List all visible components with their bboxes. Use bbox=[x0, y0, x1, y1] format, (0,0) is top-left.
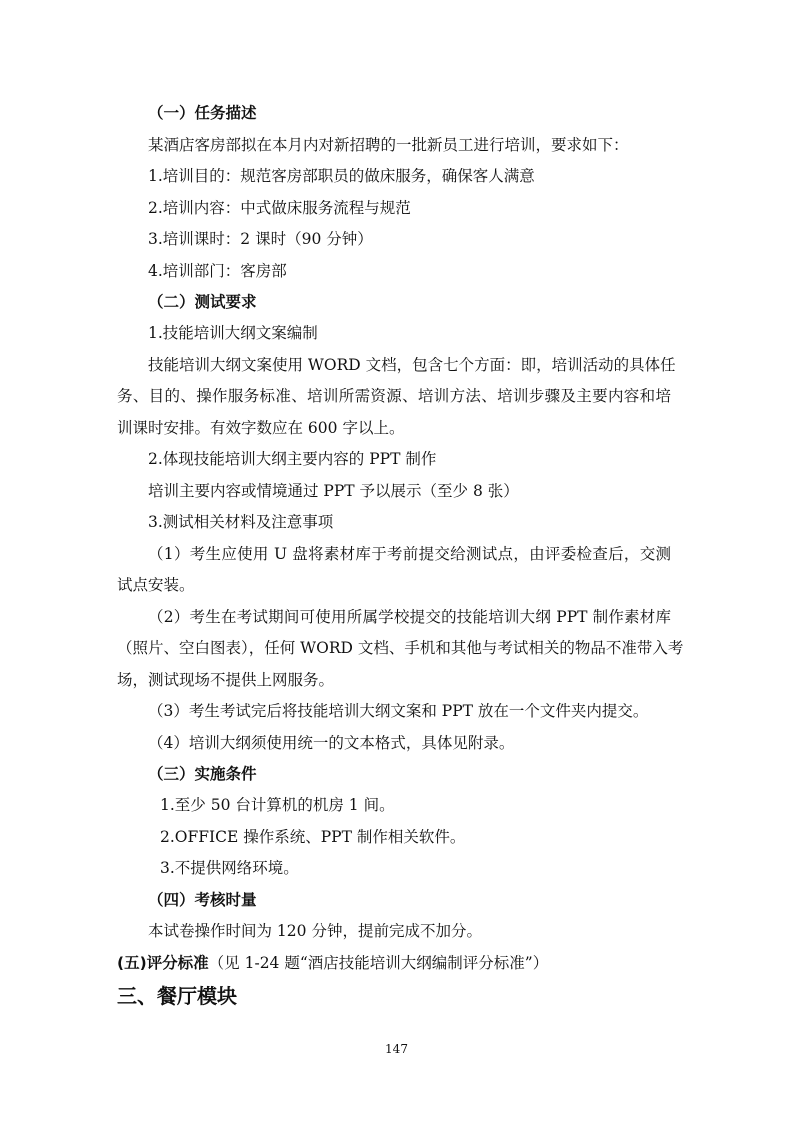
requirement-sub-3: 3.测试相关材料及注意事项 bbox=[148, 513, 334, 531]
requirement-para-1-line-2: 务、目的、操作服务标准、培训所需资源、培训方法、培训步骤及主要内容和培 bbox=[117, 387, 671, 405]
task-intro: 某酒店客房部拟在本月内对新招聘的一批新员工进行培训，要求如下： bbox=[148, 136, 629, 154]
scoring-line bbox=[117, 953, 548, 973]
condition-item-3: 3.不提供网络环境。 bbox=[160, 859, 299, 877]
section-heading-task: （一）任务描述 bbox=[148, 104, 257, 122]
page-number: 147 bbox=[385, 1042, 408, 1056]
section-heading-duration: （四）考核时量 bbox=[148, 891, 257, 909]
requirement-sub-2: 2.体现技能培训大纲主要内容的 PPT 制作 bbox=[148, 450, 437, 468]
condition-item-2: 2.OFFICE 操作系统、PPT 制作相关软件。 bbox=[160, 828, 466, 846]
task-item-2: 2.培训内容：中式做床服务流程与规范 bbox=[148, 199, 411, 217]
requirement-sub-1: 1.技能培训大纲文案编制 bbox=[148, 324, 318, 342]
note-2-line-3: 场，测试现场不提供上网服务。 bbox=[117, 671, 335, 689]
duration-text: 本试卷操作时间为 120 分钟，提前完成不加分。 bbox=[148, 922, 482, 940]
note-1-line-2: 试点安装。 bbox=[117, 576, 195, 594]
section-heading-conditions: （三）实施条件 bbox=[148, 765, 257, 783]
task-item-1: 1.培训目的：规范客房部职员的做床服务，确保客人满意 bbox=[148, 167, 535, 185]
requirement-para-2: 培训主要内容或情境通过 PPT 予以展示（至少 8 张） bbox=[148, 482, 519, 500]
note-2-line-1: （2）考生在考试期间可使用所属学校提交的技能培训大纲 PPT 制作素材库 bbox=[148, 608, 671, 626]
requirement-para-1-line-3: 训课时安排。有效字数应在 600 字以上。 bbox=[117, 419, 405, 437]
requirement-para-1-line-1: 技能培训大纲文案使用 WORD 文档，包含七个方面：即，培训活动的具体任 bbox=[148, 356, 676, 374]
task-item-3: 3.培训课时：2 课时（90 分钟） bbox=[148, 230, 373, 248]
note-2-line-2: （照片、空白图表），任何 WORD 文档、手机和其他与考试相关的物品不准带入考 bbox=[117, 639, 684, 657]
note-1-line-1: （1）考生应使用 U 盘将素材库于考前提交给测试点，由评委检查后，交测 bbox=[148, 545, 671, 563]
section-heading-scoring: (五)评分标准 bbox=[117, 954, 209, 972]
condition-item-1: 1.至少 50 台计算机的机房 1 间。 bbox=[160, 796, 395, 814]
task-item-4: 4.培训部门：客房部 bbox=[148, 262, 287, 280]
note-4: （4）培训大纲须使用统一的文本格式，具体见附录。 bbox=[148, 734, 515, 752]
section-heading-requirements: （二）测试要求 bbox=[148, 293, 257, 311]
note-3: （3）考生考试完后将技能培训大纲文案和 PPT 放在一个文件夹内提交。 bbox=[148, 702, 649, 720]
module-heading: 三、餐厅模块 bbox=[117, 984, 237, 1008]
scoring-text: （见 1-24 题“酒店技能培训大纲编制评分标准”） bbox=[208, 954, 549, 972]
